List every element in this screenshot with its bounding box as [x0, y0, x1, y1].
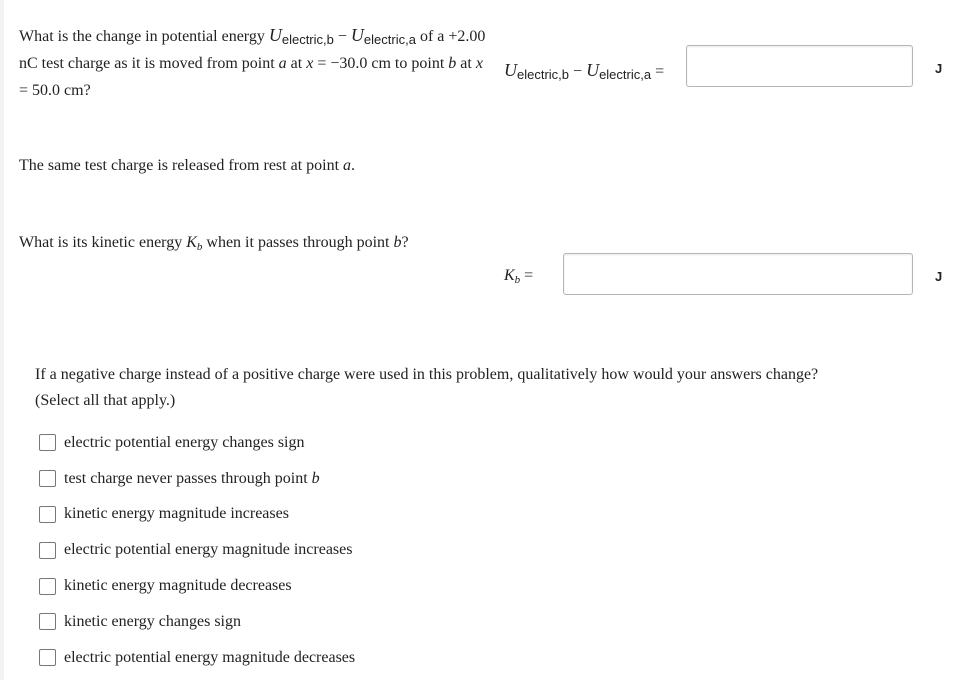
option-label: electric potential energy magnitude increases — [64, 541, 353, 559]
q3-part-2: when it passes through point — [202, 234, 394, 251]
question-1-text — [19, 22, 489, 104]
answer-1-label — [504, 60, 664, 81]
checkbox[interactable] — [39, 613, 56, 630]
answer-2-label — [504, 267, 533, 285]
q1-part-2: of a +2.00 nC test charge as it is moved from point — [19, 28, 486, 72]
checkbox[interactable] — [39, 542, 56, 559]
checkbox[interactable] — [39, 506, 56, 523]
answer-1-u-a: U — [586, 60, 600, 80]
option-label: kinetic energy magnitude increases — [64, 505, 289, 523]
answer-2-equals: = — [520, 267, 534, 284]
option-0[interactable] — [39, 425, 355, 461]
question-2-text — [19, 152, 489, 179]
left-border — [0, 0, 4, 680]
option-label: kinetic energy magnitude decreases — [64, 577, 292, 595]
q2-part-1: The same test charge is released from rest at point — [19, 157, 344, 174]
q1-part-4: = −30.0 cm to point — [313, 55, 449, 72]
answer-2-unit: J — [935, 269, 943, 284]
option-5[interactable] — [39, 604, 355, 640]
option-1[interactable] — [39, 461, 355, 497]
option-4[interactable] — [39, 568, 355, 604]
checkbox[interactable] — [39, 434, 56, 451]
option-label-point-b: b — [311, 469, 320, 487]
kinetic-energy-input[interactable] — [563, 253, 913, 295]
q1-minus: − — [333, 28, 351, 45]
q1-part-3: at — [286, 55, 307, 72]
checkbox[interactable] — [39, 578, 56, 595]
answer-1-minus: − — [569, 63, 587, 80]
q1-part-1: What is the change in potential energy — [19, 28, 269, 45]
x-symbol-1: x — [306, 55, 314, 72]
point-b-label: b — [448, 55, 457, 72]
answer-1-equals: = — [651, 63, 665, 80]
q1-part-5: at — [456, 55, 476, 72]
answer-1-u-b: U — [504, 60, 517, 80]
answer-1-sub-b: electric,b — [517, 67, 570, 82]
q4-select-hint: (Select all that apply.) — [35, 392, 176, 409]
u-subscript-b: electric,b — [281, 32, 334, 47]
q2-point-a: a — [343, 157, 352, 174]
u-subscript-a: electric,a — [363, 32, 416, 47]
q2-period: . — [351, 157, 356, 174]
q3-part-1: What is its kinetic energy — [19, 234, 187, 251]
option-label: kinetic energy changes sign — [64, 612, 241, 630]
answer-1-unit: J — [935, 61, 943, 76]
checkbox[interactable] — [39, 470, 56, 487]
question-4-text — [35, 362, 935, 414]
option-label: electric potential energy magnitude decreases — [64, 648, 356, 666]
u-symbol-a: U — [350, 25, 364, 45]
answer-options — [39, 425, 355, 676]
potential-energy-change-input[interactable] — [686, 45, 913, 87]
point-a-label: a — [278, 55, 287, 72]
checkbox[interactable] — [39, 649, 56, 666]
q1-part-6: = 50.0 cm? — [19, 82, 91, 99]
answer-2-k-subscript: b — [514, 274, 521, 286]
q3-k-symbol: K — [186, 234, 197, 251]
option-6[interactable] — [39, 640, 355, 676]
option-label: electric potential energy changes sign — [64, 433, 305, 451]
option-3[interactable] — [39, 532, 355, 568]
question-3-text — [19, 229, 489, 258]
option-2[interactable] — [39, 497, 355, 533]
q3-point-b: b — [393, 234, 402, 251]
q3-k-subscript: b — [196, 241, 203, 253]
u-symbol-b: U — [268, 25, 282, 45]
q3-part-3: ? — [401, 234, 409, 251]
x-symbol-2: x — [475, 55, 483, 72]
option-label-text: test charge never passes through point — [64, 469, 312, 487]
answer-2-k-symbol: K — [504, 267, 515, 284]
option-label — [64, 470, 320, 488]
q4-question: If a negative charge instead of a positive charge were used in this problem, qualitatively how would your answers change? — [35, 366, 819, 383]
answer-1-sub-a: electric,a — [599, 67, 652, 82]
